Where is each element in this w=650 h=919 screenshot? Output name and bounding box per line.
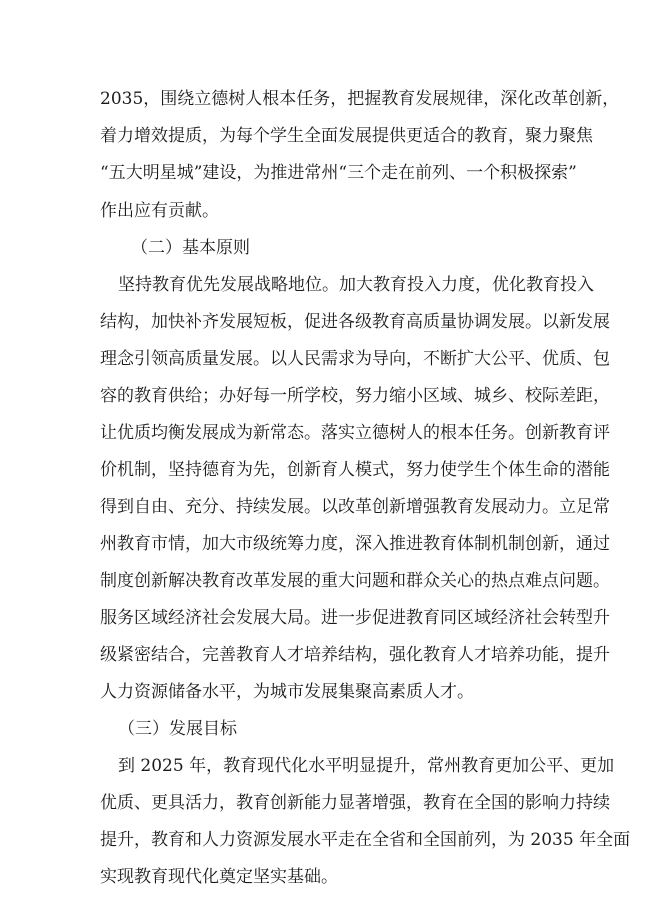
paragraph-line: 制度创新解决教育改革发展的重大问题和群众关心的热点难点问题。	[100, 571, 610, 591]
paragraph-line: 州教育市情，加大市级统筹力度，深入推进教育体制机制创新，通过	[100, 534, 610, 554]
paragraph-line: 价机制，坚持德育为先，创新育人模式，努力使学生个体生命的潜能	[100, 460, 610, 480]
paragraph-line: 理念引领高质量发展。以人民需求为导向，不断扩大公平、优质、包	[100, 349, 610, 369]
paragraph-line: 级紧密结合，完善教育人才培养结构，强化教育人才培养功能，提升	[100, 645, 610, 665]
section-heading-development-goals: （三）发展目标	[118, 719, 237, 739]
paragraph-line: 服务区域经济社会发展大局。进一步促进教育同区域经济社会转型升	[100, 608, 610, 628]
paragraph-line: 实现教育现代化奠定坚实基础。	[100, 867, 338, 887]
paragraph-line: 作出应有贡献。	[100, 201, 219, 221]
paragraph-line: 得到自由、充分、持续发展。以改革创新增强教育发展动力。立足常	[100, 497, 610, 517]
paragraph-line: 到 2025 年，教育现代化水平明显提升，常州教育更加公平、更加	[118, 756, 615, 776]
paragraph-line: 优质、更具活力，教育创新能力显著增强，教育在全国的影响力持续	[100, 793, 610, 813]
paragraph-line: 坚持教育优先发展战略地位。加大教育投入力度，优化教育投入	[118, 275, 594, 295]
paragraph-line: 2035，围绕立德树人根本任务，把握教育发展规律，深化改革创新，	[100, 89, 620, 109]
paragraph-line: 着力增效提质，为每个学生全面发展提供更适合的教育，聚力聚焦	[100, 126, 593, 146]
paragraph-line: 提升，教育和人力资源发展水平走在全省和全国前列，为 2035 年全面	[100, 830, 631, 850]
paragraph-line: 让优质均衡发展成为新常态。落实立德树人的根本任务。创新教育评	[100, 423, 610, 443]
paragraph-line: 人力资源储备水平，为城市发展集聚高素质人才。	[100, 682, 474, 702]
section-heading-basic-principles: （二）基本原则	[131, 238, 250, 258]
paragraph-line: 结构，加快补齐发展短板，促进各级教育高质量协调发展。以新发展	[100, 312, 610, 332]
paragraph-line: “五大明星城”建设，为推进常州“三个走在前列、一个积极探索”	[100, 163, 577, 183]
paragraph-line: 容的教育供给；办好每一所学校，努力缩小区域、城乡、校际差距，	[100, 386, 610, 406]
